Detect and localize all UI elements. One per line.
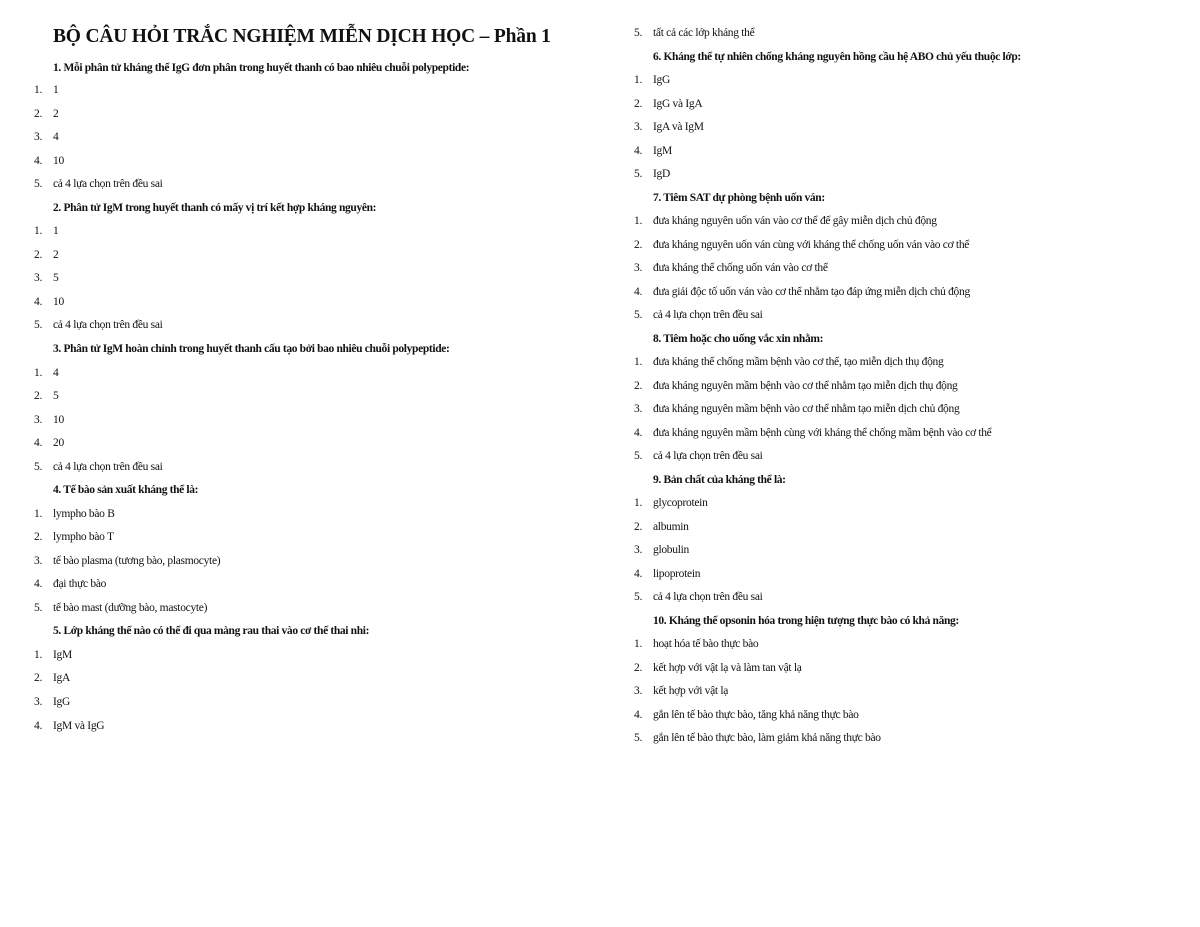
option-text: 10 <box>53 296 64 308</box>
option-number: 1. <box>34 84 43 96</box>
option-number: 1. <box>34 367 43 379</box>
option-text: đưa kháng nguyên uốn ván vào cơ thể để gây miễn dịch chủ động <box>653 215 937 227</box>
option-text: IgG và IgA <box>653 98 703 110</box>
option-text: IgM và IgG <box>53 720 105 732</box>
option-number: 3. <box>34 696 43 708</box>
option-number: 1. <box>634 215 643 227</box>
option-text: IgD <box>653 168 670 180</box>
option-number: 5. <box>34 461 43 473</box>
question-text: 1. Mỗi phân tử kháng thể IgG đơn phân trong huyết thanh có bao nhiêu chuỗi polypeptide: <box>53 62 470 74</box>
question-text: 9. Bản chất của kháng thể là: <box>653 474 786 486</box>
option-text: 5 <box>53 390 59 402</box>
option-number: 2. <box>634 521 643 533</box>
question-text: 10. Kháng thể opsonin hóa trong hiện tượng thực bào có khả năng: <box>653 615 959 627</box>
option-text: đưa kháng thể chống mầm bệnh vào cơ thể, tạo miễn dịch thụ động <box>653 356 944 368</box>
option-number: 1. <box>34 225 43 237</box>
option-number: 5. <box>634 309 643 321</box>
option-number: 4. <box>634 145 643 157</box>
option-number: 5. <box>634 591 643 603</box>
option-text: kết hợp với vật lạ <box>653 685 729 697</box>
option-number: 2. <box>634 98 643 110</box>
option-text: kết hợp với vật lạ và làm tan vật lạ <box>653 662 802 674</box>
option-text: đưa kháng nguyên mầm bệnh vào cơ thể nhằm tạo miễn dịch chủ động <box>653 403 960 415</box>
option-text: globulin <box>653 544 689 556</box>
question-text: 2. Phân tử IgM trong huyết thanh có mấy vị trí kết hợp kháng nguyên: <box>53 202 377 214</box>
option-number: 1. <box>634 74 643 86</box>
option-number: 5. <box>34 602 43 614</box>
option-number: 4. <box>634 286 643 298</box>
option-text: cả 4 lựa chọn trên đều sai <box>653 450 763 462</box>
option-number: 5. <box>634 168 643 180</box>
option-number: 4. <box>634 709 643 721</box>
option-number: 5. <box>634 450 643 462</box>
option-text: 20 <box>53 437 64 449</box>
option-text: đưa kháng nguyên mầm bệnh cùng với kháng thể chống mầm bệnh vào cơ thể <box>653 427 992 439</box>
option-number: 2. <box>634 662 643 674</box>
option-number: 3. <box>634 121 643 133</box>
option-number: 1. <box>634 356 643 368</box>
option-number: 3. <box>634 403 643 415</box>
option-text: đưa kháng nguyên uốn ván cùng với kháng thể chống uốn ván vào cơ thể <box>653 239 970 251</box>
option-number: 4. <box>634 427 643 439</box>
option-text: tế bào mast (dưỡng bào, mastocyte) <box>53 602 208 614</box>
option-number: 1. <box>34 508 43 520</box>
option-number: 4. <box>34 155 43 167</box>
question-text: 4. Tế bào sản xuất kháng thể là: <box>53 484 199 496</box>
option-text: IgG <box>653 74 670 86</box>
option-number: 5. <box>34 178 43 190</box>
option-text: lipoprotein <box>653 568 701 580</box>
option-text: 4 <box>53 367 59 379</box>
option-number: 2. <box>634 380 643 392</box>
option-number: 5. <box>634 732 643 744</box>
option-number: 4. <box>34 437 43 449</box>
option-text: 10 <box>53 155 64 167</box>
option-number: 3. <box>634 544 643 556</box>
option-number: 2. <box>34 531 43 543</box>
option-text: 2 <box>53 108 59 120</box>
option-text: IgM <box>53 649 72 661</box>
option-text: glycoprotein <box>653 497 708 509</box>
option-number: 3. <box>634 685 643 697</box>
question-text: 5. Lớp kháng thể nào có thể đi qua màng rau thai vào cơ thể thai nhi: <box>53 625 370 637</box>
option-text: albumin <box>653 521 689 533</box>
option-number: 1. <box>634 497 643 509</box>
option-text: 5 <box>53 272 59 284</box>
option-text: cả 4 lựa chọn trên đều sai <box>653 591 763 603</box>
option-text: cả 4 lựa chọn trên đều sai <box>53 319 163 331</box>
option-text: cả 4 lựa chọn trên đều sai <box>53 461 163 473</box>
option-number: 3. <box>34 414 43 426</box>
option-text: đưa kháng thể chống uốn ván vào cơ thể <box>653 262 828 274</box>
option-text: IgG <box>53 696 70 708</box>
option-number: 3. <box>34 131 43 143</box>
option-number: 3. <box>634 262 643 274</box>
option-text: 4 <box>53 131 59 143</box>
option-number: 5. <box>634 27 643 39</box>
option-number: 4. <box>34 296 43 308</box>
option-text: 1 <box>53 225 59 237</box>
question-text: 3. Phân tử IgM hoàn chỉnh trong huyết thanh cấu tạo bởi bao nhiêu chuỗi polypeptide: <box>53 343 450 355</box>
option-text: đưa giải độc tố uốn ván vào cơ thể nhằm tạo đáp ứng miễn dịch chủ động <box>653 286 970 298</box>
option-text: IgA <box>53 672 70 684</box>
option-number: 5. <box>34 319 43 331</box>
option-number: 4. <box>34 720 43 732</box>
option-number: 4. <box>34 578 43 590</box>
question-text: 6. Kháng thể tự nhiên chống kháng nguyên hồng cầu hệ ABO chủ yếu thuộc lớp: <box>653 51 1021 63</box>
option-number: 2. <box>34 390 43 402</box>
option-text: cả 4 lựa chọn trên đều sai <box>653 309 763 321</box>
option-number: 2. <box>34 108 43 120</box>
option-text: 1 <box>53 84 59 96</box>
option-number: 1. <box>34 649 43 661</box>
option-text: tế bào plasma (tương bào, plasmocyte) <box>53 555 221 567</box>
option-text: gắn lên tế bào thực bào, làm giảm khả năng thực bào <box>653 732 881 744</box>
option-number: 1. <box>634 638 643 650</box>
option-number: 2. <box>34 672 43 684</box>
option-number: 2. <box>34 249 43 261</box>
option-text: lympho bào T <box>53 531 114 543</box>
option-text: lympho bào B <box>53 508 115 520</box>
page-title: BỘ CÂU HỎI TRẮC NGHIỆM MIỄN DỊCH HỌC – Phần 1 <box>53 26 551 47</box>
option-text: IgA và IgM <box>653 121 704 133</box>
option-text: 10 <box>53 414 64 426</box>
option-text: hoạt hóa tế bào thực bào <box>653 638 759 650</box>
option-text: cả 4 lựa chọn trên đều sai <box>53 178 163 190</box>
option-text: gắn lên tế bào thực bào, tăng khả năng thực bào <box>653 709 859 721</box>
option-number: 2. <box>634 239 643 251</box>
option-text: đưa kháng nguyên mầm bệnh vào cơ thể nhằm tạo miễn dịch thụ động <box>653 380 958 392</box>
option-text: tất cả các lớp kháng thể <box>653 27 755 39</box>
option-number: 3. <box>34 272 43 284</box>
question-text: 7. Tiêm SAT dự phòng bệnh uốn ván: <box>653 192 825 204</box>
option-number: 3. <box>34 555 43 567</box>
option-text: 2 <box>53 249 59 261</box>
option-text: đại thực bào <box>53 578 107 590</box>
question-text: 8. Tiêm hoặc cho uống vắc xin nhằm: <box>653 333 824 345</box>
option-number: 4. <box>634 568 643 580</box>
option-text: IgM <box>653 145 672 157</box>
